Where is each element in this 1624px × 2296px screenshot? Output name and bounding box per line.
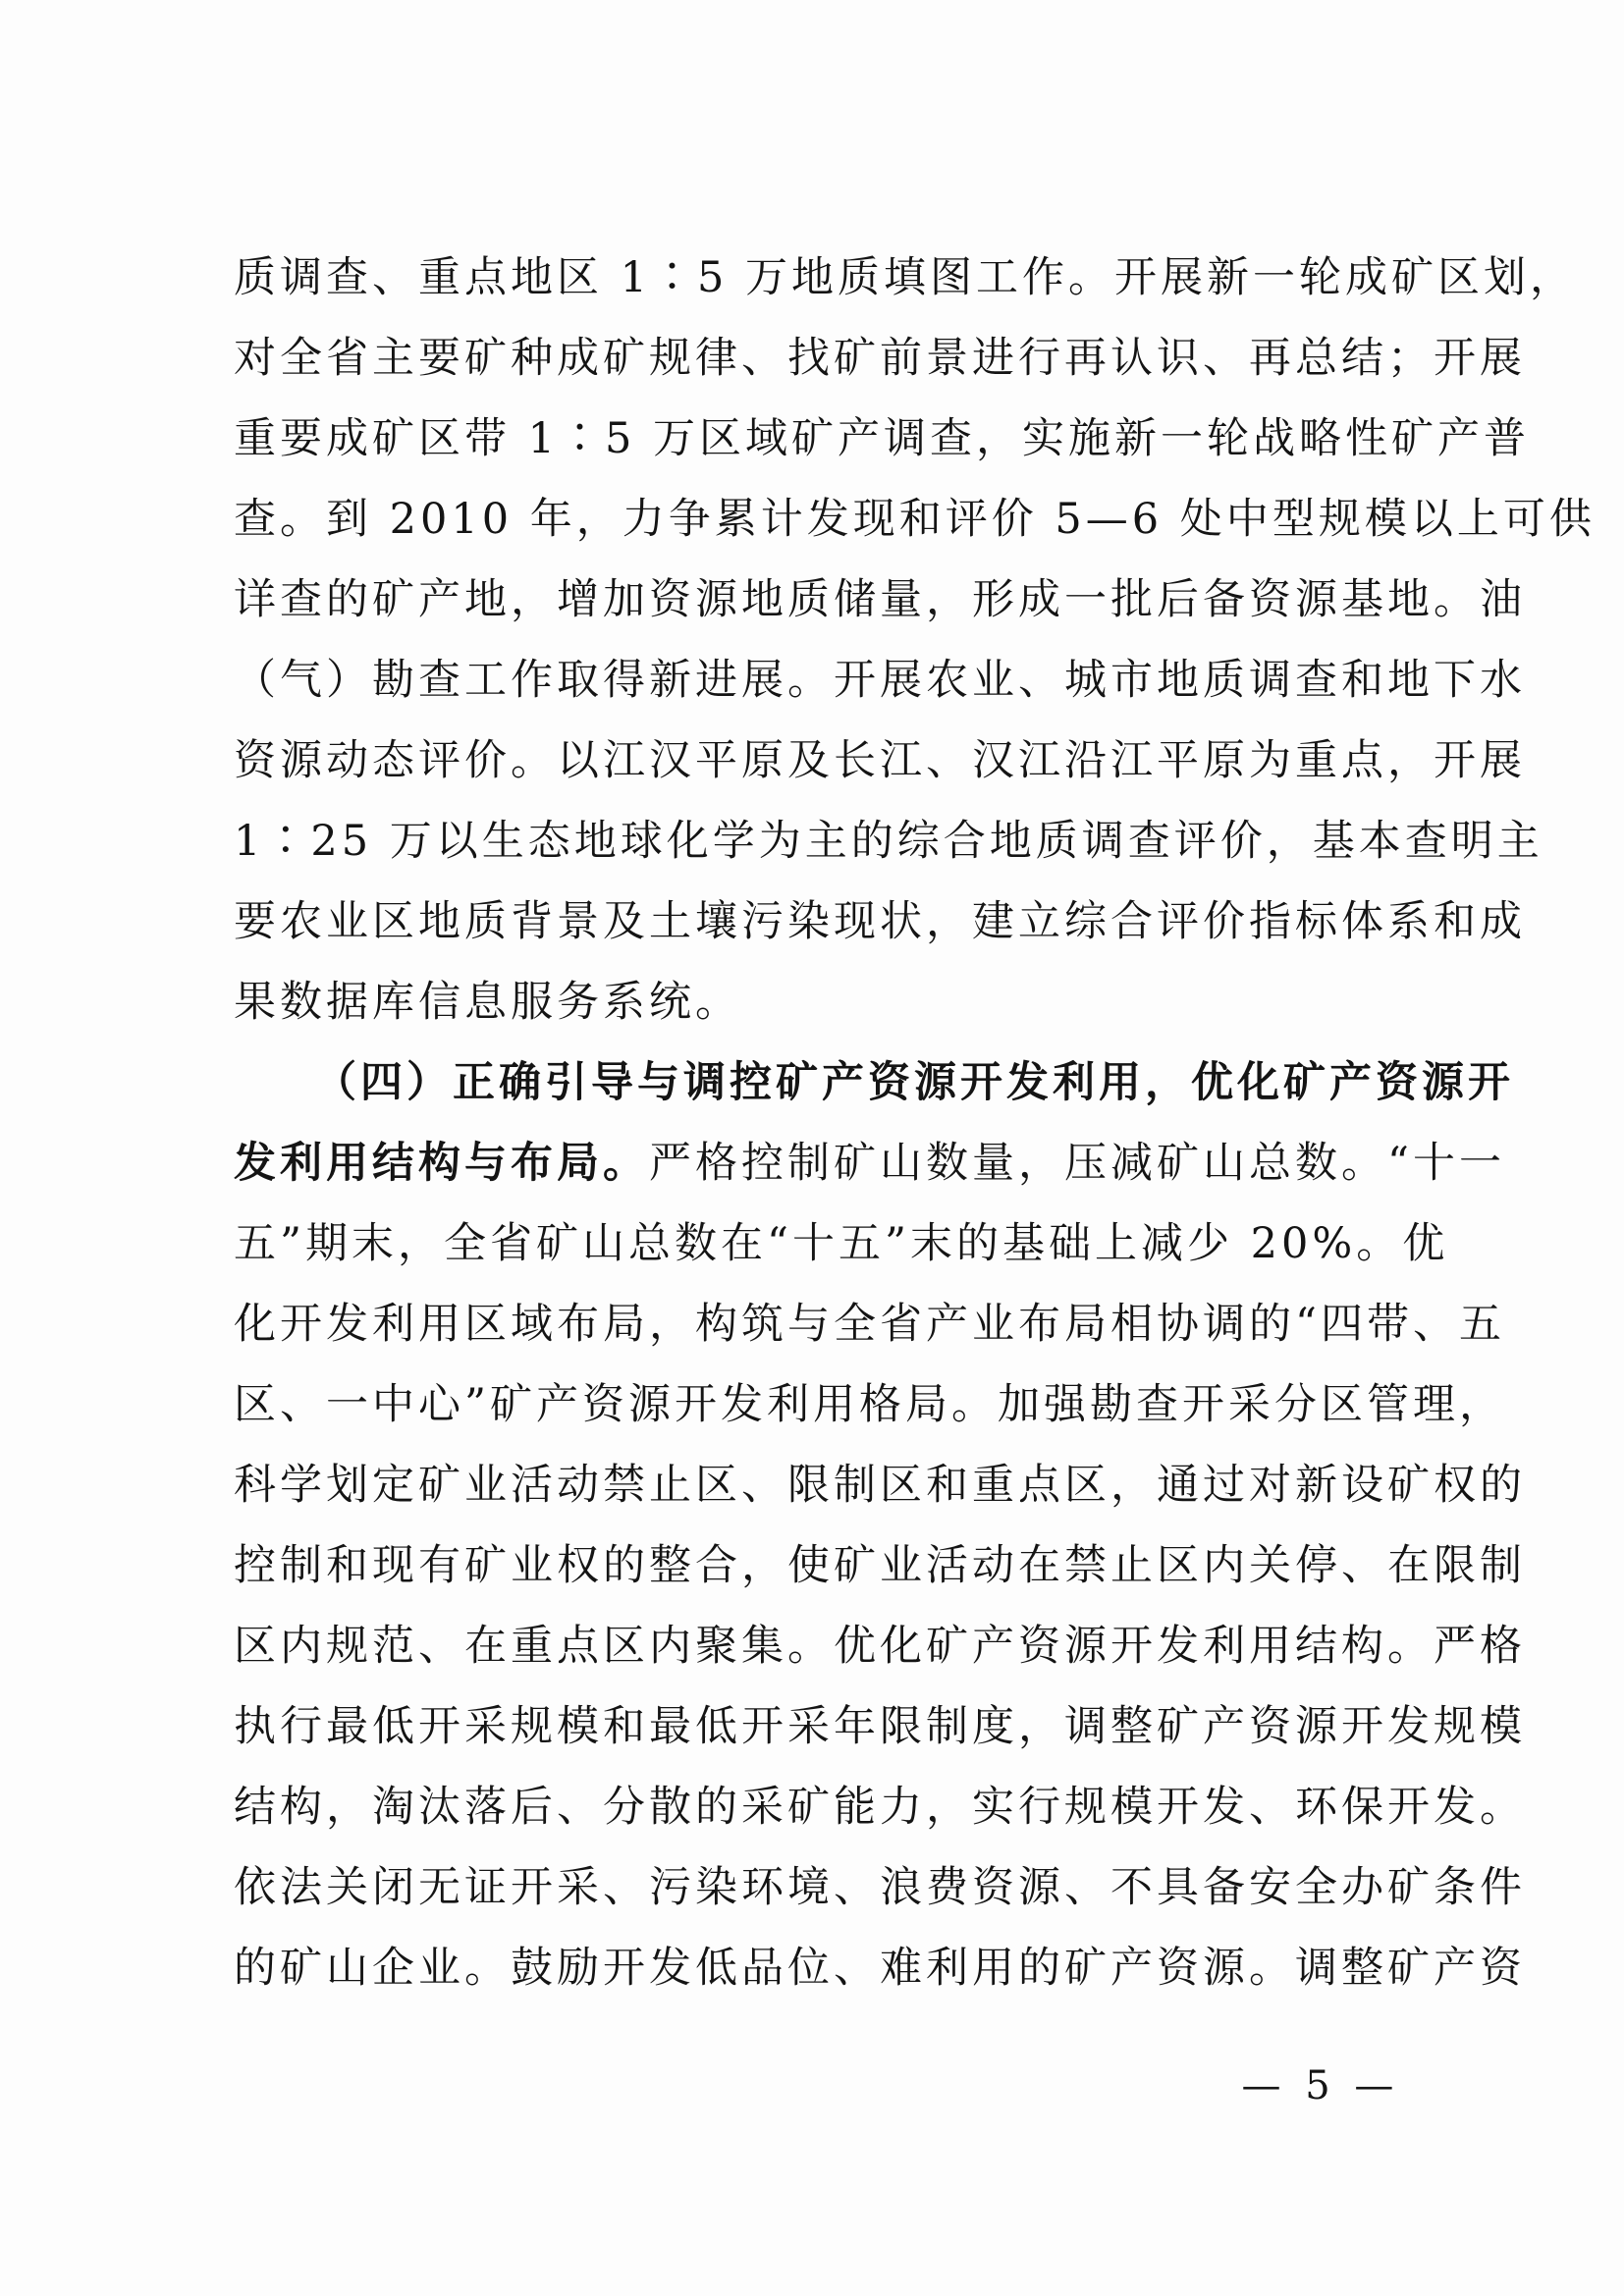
- section-heading-line: [234, 1042, 1514, 1123]
- text-line: （气）勘查工作取得新进展。开展农业、城市地质调查和地下水: [234, 656, 1526, 705]
- section-heading: （四）正确引导与调控矿产资源开发利用，优化矿产资源开: [314, 1058, 1514, 1107]
- body-text: [234, 238, 1596, 2008]
- text-line: 资源动态评价。以江汉平原及长江、汉江沿江平原为重点，开展: [234, 736, 1526, 785]
- text-line: 区、一中心”矿产资源开发利用格局。加强勘查开采分区管理，: [234, 1380, 1505, 1429]
- page-number: — 5 —: [1241, 2063, 1400, 2109]
- text-line: 1∶25 万以生态地球化学为主的综合地质调查评价，基本查明主: [234, 817, 1543, 866]
- text-line: 五”期末，全省矿山总数在“十五”末的基础上减少 20%。优: [234, 1219, 1449, 1268]
- text-line: 质调查、重点地区 1∶5 万地质填图工作。开展新一轮成矿区划，: [234, 253, 1577, 302]
- text-line: 区内规范、在重点区内聚集。优化矿产资源开发利用结构。严格: [234, 1622, 1526, 1671]
- text-line: 的矿山企业。鼓励开发低品位、难利用的矿产资源。调整矿产资: [234, 1944, 1526, 1993]
- text-segment: 严格控制矿山数量，压减矿山总数。“十一: [649, 1139, 1505, 1188]
- text-line: 结构，淘汰落后、分散的采矿能力，实行规模开发、环保开发。: [234, 1783, 1526, 1832]
- text-line: 详查的矿产地，增加资源地质储量，形成一批后备资源基地。油: [234, 575, 1526, 624]
- section-heading-continuation: 发利用结构与布局。: [234, 1139, 649, 1188]
- text-line: 要农业区地质背景及土壤污染现状，建立综合评价指标体系和成: [234, 897, 1526, 946]
- text-line: 控制和现有矿业权的整合，使矿业活动在禁止区内关停、在限制: [234, 1541, 1526, 1590]
- text-line: 执行最低开采规模和最低开采年限制度，调整矿产资源开发规模: [234, 1702, 1526, 1751]
- text-line: 查。到 2010 年，力争累计发现和评价 5—6 处中型规模以上可供: [234, 495, 1596, 544]
- text-line: 科学划定矿业活动禁止区、限制区和重点区，通过对新设矿权的: [234, 1461, 1526, 1510]
- text-line: 果数据库信息服务系统。: [234, 978, 741, 1027]
- text-line: 化开发利用区域布局，构筑与全省产业布局相协调的“四带、五: [234, 1300, 1505, 1349]
- text-line: 依法关闭无证开采、污染环境、浪费资源、不具备安全办矿条件: [234, 1863, 1526, 1912]
- text-line: 重要成矿区带 1∶5 万区域矿产调查，实施新一轮战略性矿产普: [234, 414, 1531, 463]
- text-line: [234, 1123, 1505, 1203]
- text-line: 对全省主要矿种成矿规律、找矿前景进行再认识、再总结；开展: [234, 334, 1526, 383]
